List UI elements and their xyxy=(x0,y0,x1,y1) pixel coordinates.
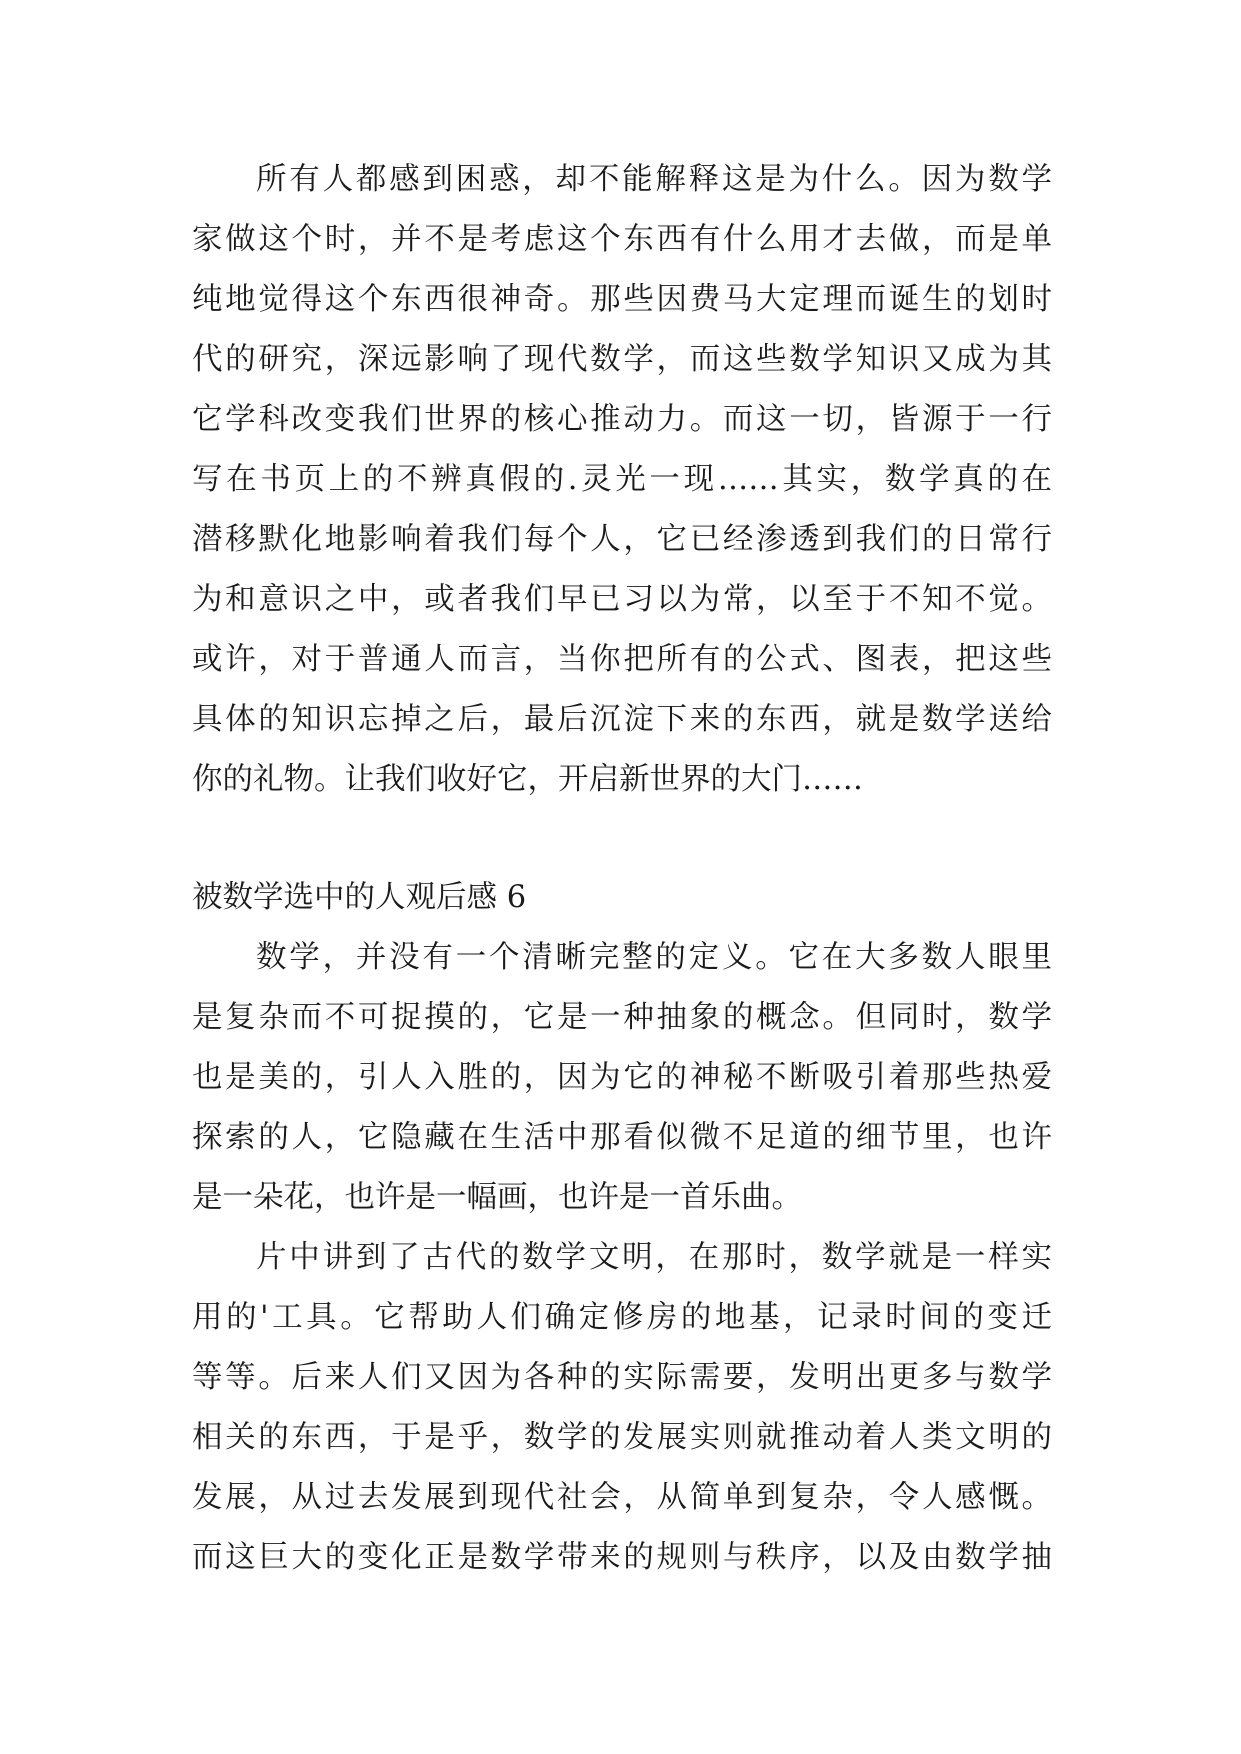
text-line: 或许，对于普通人而言，当你把所有的公式、图表，把这些 xyxy=(192,642,1052,677)
text-line: 等等。后来人们又因为各种的实际需要，发明出更多与数学 xyxy=(192,1360,1052,1395)
text-line: 家做这个时，并不是考虑这个东西有什么用才去做，而是单 xyxy=(192,222,1052,257)
text-line: 你的礼物。让我们收好它，开启新世界的大门…… xyxy=(192,762,863,797)
text-line: 所有人都感到困惑，却不能解释这是为什么。因为数学 xyxy=(256,162,1052,197)
text-line: 片中讲到了古代的数学文明，在那时，数学就是一样实 xyxy=(256,1240,1052,1275)
text-line: 为和意识之中，或者我们早已习以为常，以至于不知不觉。 xyxy=(192,582,1052,617)
text-line: 写在书页上的不辨真假的.灵光一现……其实，数学真的在 xyxy=(192,462,1052,497)
text-line: 具体的知识忘掉之后，最后沉淀下来的东西，就是数学送给 xyxy=(192,702,1052,737)
text-line: 数学，并没有一个清晰完整的定义。它在大多数人眼里 xyxy=(256,940,1052,975)
text-line: 相关的东西，于是乎，数学的发展实则就推动着人类文明的 xyxy=(192,1420,1052,1455)
text-line: 纯地觉得这个东西很神奇。那些因费马大定理而诞生的划时 xyxy=(192,282,1052,317)
text-line: 而这巨大的变化正是数学带来的规则与秩序，以及由数学抽 xyxy=(192,1540,1052,1575)
paragraph-3 xyxy=(192,1228,1052,1588)
paragraph-1 xyxy=(192,150,1052,810)
text-line: 它学科改变我们世界的核心推动力。而这一切，皆源于一行 xyxy=(192,402,1052,437)
text-line: 发展，从过去发展到现代社会，从简单到复杂，令人感慨。 xyxy=(192,1480,1052,1515)
document-page xyxy=(192,150,1052,1588)
text-line: 用的'工具。它帮助人们确定修房的地基，记录时间的变迁 xyxy=(192,1300,1052,1335)
text-line: 代的研究，深远影响了现代数学，而这些数学知识又成为其 xyxy=(192,342,1052,377)
paragraph-2 xyxy=(192,928,1052,1228)
section-heading: 被数学选中的人观后感 6 xyxy=(192,880,527,915)
text-line: 是一朵花，也许是一幅画，也许是一首乐曲。 xyxy=(192,1180,802,1215)
text-line: 潜移默化地影响着我们每个人，它已经渗透到我们的日常行 xyxy=(192,522,1052,557)
text-line: 是复杂而不可捉摸的，它是一种抽象的概念。但同时，数学 xyxy=(192,1000,1052,1035)
text-line: 探索的人，它隐藏在生活中那看似微不足道的细节里，也许 xyxy=(192,1120,1052,1155)
text-line: 也是美的，引人入胜的，因为它的神秘不断吸引着那些热爱 xyxy=(192,1060,1052,1095)
